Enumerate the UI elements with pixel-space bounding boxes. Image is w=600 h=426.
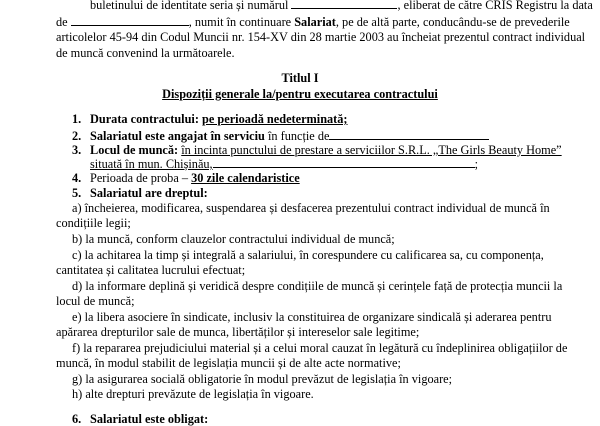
right-c-line-1: c) la achitarea la timp și integrală a salariului, în corespundere cu calificarea sa, cu componența, [72,248,544,262]
right-d-line-1: d) la informare deplină și veridică despre condițiile de muncă și cerințele față de protecția muncii la [72,279,563,293]
item-6 [72,412,208,426]
right-e-line-1: e) la libera asociere în sindicate, inclusiv la constituirea de organizare sindicală și aderarea pentru [72,310,552,324]
item-label: Salariatul este angajat în serviciu [90,129,265,143]
intro-text: , eliberat de către CRIS Registru la data [397,0,593,12]
right-d-line-2: locul de muncă; [56,294,135,308]
section-subtitle: Dispoziții generale la/pentru executarea contractului [162,87,438,101]
item-label: Durata contractului: [90,112,203,126]
item-1 [72,112,348,126]
item-label: Salariatul are dreptul: [90,186,208,200]
item-3 [72,143,562,157]
item-value: 30 zile calendaristice [191,171,300,185]
intro-line-3: articolelor 45-94 din Codul Muncii nr. 154-XV din 28 martie 2003 au încheiat prezentul contract individual [56,30,586,44]
item-value: pe perioadă nedeterminată; [202,112,348,126]
item-number: 1. [72,112,82,126]
item-value: în incinta punctului de prestare a serviciilor S.R.L. „The Girls Beauty Home” [181,143,562,157]
section-title: Titlul I [281,71,319,85]
right-a-line-1: a) încheierea, modificarea, suspendarea și desfacerea prezentului contract individual de muncă în [72,201,550,215]
item-text: Perioada de proba – [90,171,192,185]
intro-text: , numit în continuare [188,15,295,29]
item-4 [72,171,300,185]
item-number: 5. [72,186,82,200]
item-number: 4. [72,171,82,185]
right-f-line-2: muncă, în modul stabilit de legislația muncii și de alte acte normative; [56,356,401,370]
item-text: în funcție de [264,129,330,143]
item-value: situată în mun. Chișinău, [90,157,213,171]
blank-field [291,0,397,9]
item-number: 3. [72,143,82,157]
right-b: b) la muncă, conform clauzelor contractului individual de muncă; [72,232,395,246]
intro-text: de [56,15,71,29]
item-text: ; [474,157,479,171]
intro-text: , pe de altă parte, conducându-se de prevederile [335,15,570,29]
item-number: 2. [72,129,82,143]
item-number: 6. [72,412,82,426]
salariat-term: Salariat [294,15,336,29]
blank-field [71,14,189,26]
item-3-continued [90,156,478,171]
intro-line-1 [90,0,593,12]
right-h: h) alte drepturi prevăzute de legislația în vigoare. [72,387,314,401]
intro-line-4: de muncă convenind la următoarele. [56,46,235,60]
item-2 [72,128,489,143]
right-e-line-2: apărarea drepturilor sale de munca, libertăților și intereselor sale legitime; [56,325,420,339]
intro-line-2 [56,14,570,29]
blank-field [329,128,489,140]
item-label: Salariatul este obligat: [90,412,209,426]
right-c-line-2: cantitatea și calitatea lucrului efectuat; [56,263,246,277]
item-label: Locul de muncă: [90,143,182,157]
item-5 [72,186,208,200]
intro-text: buletinului de identitate seria și numărul [90,0,292,12]
right-g: g) la asigurarea socială obligatorie în modul prevăzut de legislația în vigoare; [72,372,453,386]
blank-field [213,156,475,168]
right-f-line-1: f) la repararea prejudiciului material și a celui moral cauzat în legătură cu îndeplinirea obligațiilor de [72,341,568,355]
right-a-line-2: condițiile legii; [56,216,131,230]
